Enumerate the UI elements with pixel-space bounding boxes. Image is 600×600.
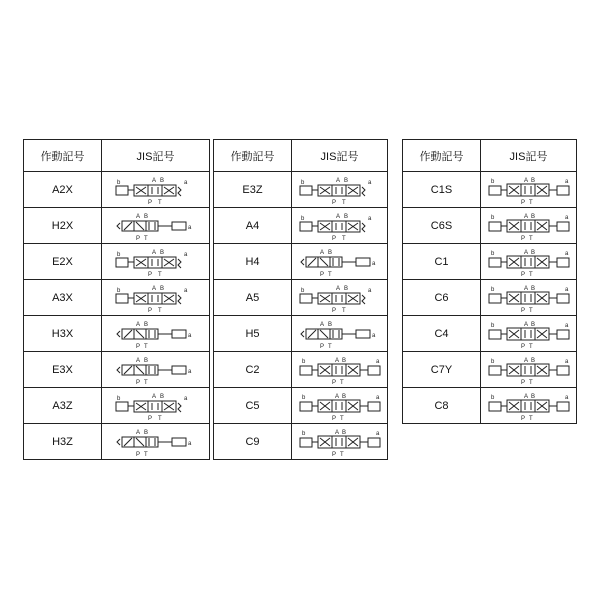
operation-code: C1 [403,244,481,280]
svg-text:P: P [331,307,336,313]
svg-text:P: P [147,199,152,205]
svg-text:b: b [490,286,494,293]
svg-text:b: b [490,214,494,221]
table-row [24,424,210,460]
svg-text:b: b [116,251,120,258]
table-row [403,208,577,244]
svg-text:b: b [300,179,304,186]
valve-symbol-icon [487,175,571,205]
svg-text:P: P [135,235,140,241]
svg-text:b: b [116,179,120,186]
svg-text:T: T [528,235,533,241]
valve-symbol-icon [114,247,198,277]
valve-symbol-icon [298,247,382,277]
table-row [24,172,210,208]
svg-text:b: b [301,394,305,401]
table-row [24,208,210,244]
operation-code: E2X [24,244,102,280]
svg-text:B: B [343,177,348,184]
svg-text:B: B [143,429,148,436]
svg-text:B: B [143,357,148,364]
svg-text:B: B [341,357,346,364]
svg-text:T: T [157,415,162,421]
svg-text:T: T [327,271,332,277]
svg-text:a: a [187,332,191,339]
svg-text:T: T [341,235,346,241]
table-row [403,316,577,352]
jis-symbol-cell [292,388,388,424]
operation-code: A4 [214,208,292,244]
valve-symbol-icon [114,355,198,385]
svg-text:P: P [520,235,525,241]
svg-text:a: a [187,224,191,231]
table-row [403,388,577,424]
operation-code: A3X [24,280,102,316]
operation-code: A5 [214,280,292,316]
svg-text:a: a [375,358,379,365]
svg-text:P: P [331,379,336,385]
svg-text:A: A [334,429,339,436]
valve-symbol-icon [298,355,382,385]
svg-text:A: A [334,393,339,400]
svg-text:P: P [135,451,140,457]
svg-text:B: B [341,429,346,436]
svg-text:B: B [143,321,148,328]
header-jis-symbol: JIS記号 [102,140,210,172]
jis-symbol-cell [481,208,577,244]
svg-text:a: a [564,322,568,329]
svg-text:A: A [319,249,324,256]
svg-text:T: T [157,271,162,277]
valve-symbol-icon [114,211,198,241]
svg-text:T: T [528,415,533,421]
valve-symbol-icon [114,391,198,421]
valve-symbol-icon [298,211,382,241]
svg-text:A: A [523,321,528,328]
operation-code: C6S [403,208,481,244]
svg-text:P: P [147,415,152,421]
table-row [403,244,577,280]
operation-code: C6 [403,280,481,316]
svg-text:a: a [183,395,187,402]
jis-symbol-cell [292,172,388,208]
svg-text:P: P [331,451,336,457]
svg-text:a: a [187,368,191,375]
operation-code: H5 [214,316,292,352]
operation-code: C5 [214,388,292,424]
jis-symbol-cell [481,280,577,316]
svg-text:P: P [331,199,336,205]
svg-text:T: T [528,379,533,385]
svg-text:T: T [143,379,148,385]
valve-symbol-icon [114,427,198,457]
operation-code: E3Z [214,172,292,208]
svg-text:A: A [523,177,528,184]
operation-table-2 [213,139,388,460]
svg-text:A: A [135,213,140,220]
svg-text:b: b [490,178,494,185]
operation-code: H4 [214,244,292,280]
svg-text:A: A [151,249,156,256]
svg-text:B: B [341,393,346,400]
svg-text:A: A [319,321,324,328]
jis-symbol-cell [481,352,577,388]
svg-text:A: A [523,285,528,292]
svg-text:a: a [371,260,375,267]
svg-text:b: b [301,430,305,437]
table-row [214,244,388,280]
table-row [214,424,388,460]
operation-code: C9 [214,424,292,460]
svg-text:P: P [319,343,324,349]
svg-text:T: T [157,199,162,205]
svg-text:A: A [151,285,156,292]
svg-text:T: T [341,199,346,205]
svg-text:A: A [523,393,528,400]
svg-text:P: P [520,415,525,421]
jis-symbol-cell [102,280,210,316]
svg-text:T: T [143,235,148,241]
svg-text:A: A [135,357,140,364]
svg-text:B: B [530,357,535,364]
jis-symbol-cell [481,388,577,424]
svg-text:A: A [523,213,528,220]
valve-symbol-icon [298,391,382,421]
table-row [24,316,210,352]
operation-code: H3Z [24,424,102,460]
svg-text:a: a [183,287,187,294]
svg-text:T: T [339,451,344,457]
table-row [403,280,577,316]
jis-symbol-cell [292,316,388,352]
operation-table-1 [23,139,210,460]
svg-text:A: A [334,357,339,364]
jis-symbol-cell [481,316,577,352]
svg-text:a: a [564,214,568,221]
svg-text:a: a [375,430,379,437]
svg-text:A: A [151,177,156,184]
svg-text:P: P [135,379,140,385]
valve-symbol-icon [487,283,571,313]
svg-text:B: B [530,393,535,400]
valve-symbol-icon [298,427,382,457]
operation-code: C2 [214,352,292,388]
header-op-code: 作動記号 [214,140,292,172]
jis-symbol-cell [102,172,210,208]
svg-text:a: a [367,287,371,294]
svg-text:T: T [528,199,533,205]
svg-text:P: P [331,415,336,421]
jis-symbol-cell [102,352,210,388]
table-row [24,388,210,424]
svg-text:B: B [343,285,348,292]
svg-text:T: T [528,307,533,313]
svg-text:B: B [159,285,164,292]
jis-symbol-cell [292,424,388,460]
svg-text:a: a [371,332,375,339]
table-row [24,352,210,388]
svg-text:P: P [520,199,525,205]
jis-symbol-cell [102,244,210,280]
valve-symbol-icon [487,391,571,421]
svg-text:B: B [530,177,535,184]
operation-code: H3X [24,316,102,352]
header-op-code: 作動記号 [24,140,102,172]
operation-code: C8 [403,388,481,424]
svg-text:a: a [564,178,568,185]
svg-text:P: P [147,307,152,313]
svg-text:A: A [335,213,340,220]
table-row [403,352,577,388]
svg-text:b: b [116,395,120,402]
svg-text:P: P [331,235,336,241]
svg-text:P: P [520,271,525,277]
svg-text:b: b [490,358,494,365]
svg-text:B: B [530,285,535,292]
svg-text:b: b [116,287,120,294]
svg-text:B: B [159,393,164,400]
svg-text:T: T [339,379,344,385]
svg-text:A: A [523,357,528,364]
svg-text:B: B [143,213,148,220]
jis-symbol-cell [292,208,388,244]
svg-text:T: T [341,307,346,313]
table-row [24,280,210,316]
jis-symbol-cell [102,208,210,244]
valve-symbol-icon [114,319,198,349]
operation-code: H2X [24,208,102,244]
svg-text:B: B [327,249,332,256]
jis-symbol-cell [102,424,210,460]
jis-symbol-cell [102,388,210,424]
jis-symbol-cell [481,244,577,280]
operation-code: C1S [403,172,481,208]
table-row [403,172,577,208]
svg-text:A: A [523,249,528,256]
header-op-code: 作動記号 [403,140,481,172]
table-row [214,280,388,316]
svg-text:b: b [490,322,494,329]
svg-text:T: T [528,343,533,349]
valve-symbol-icon [298,319,382,349]
svg-text:B: B [530,213,535,220]
svg-text:T: T [143,343,148,349]
valve-symbol-icon [298,175,382,205]
table-row [214,388,388,424]
svg-text:P: P [520,307,525,313]
svg-text:a: a [183,179,187,186]
table-row [214,172,388,208]
svg-text:a: a [367,215,371,222]
svg-text:a: a [187,440,191,447]
operation-table-3 [402,139,577,424]
svg-text:T: T [143,451,148,457]
svg-text:a: a [564,358,568,365]
valve-symbol-icon [298,283,382,313]
valve-symbol-icon [487,247,571,277]
svg-text:A: A [135,321,140,328]
operation-code: A3Z [24,388,102,424]
jis-symbol-cell [481,172,577,208]
svg-text:B: B [327,321,332,328]
jis-symbol-cell [292,244,388,280]
valve-symbol-icon [487,355,571,385]
svg-text:a: a [367,179,371,186]
table-row [214,208,388,244]
svg-text:a: a [564,286,568,293]
header-jis-symbol: JIS記号 [481,140,577,172]
svg-text:P: P [520,379,525,385]
svg-text:A: A [335,177,340,184]
svg-text:A: A [151,393,156,400]
table-row [214,352,388,388]
svg-text:P: P [135,343,140,349]
svg-text:A: A [135,429,140,436]
svg-text:P: P [520,343,525,349]
table-row [214,316,388,352]
operation-code: A2X [24,172,102,208]
jis-symbol-cell [102,316,210,352]
svg-text:T: T [528,271,533,277]
svg-text:T: T [157,307,162,313]
svg-text:a: a [564,250,568,257]
svg-text:a: a [375,394,379,401]
operation-code: E3X [24,352,102,388]
jis-symbol-cell [292,280,388,316]
svg-text:T: T [327,343,332,349]
valve-symbol-icon [114,283,198,313]
svg-text:b: b [300,287,304,294]
valve-symbol-icon [487,211,571,241]
svg-text:a: a [183,251,187,258]
operation-code: C4 [403,316,481,352]
svg-text:B: B [343,213,348,220]
svg-text:B: B [530,249,535,256]
jis-symbol-cell [292,352,388,388]
valve-symbol-icon [487,319,571,349]
svg-text:b: b [301,358,305,365]
header-jis-symbol: JIS記号 [292,140,388,172]
svg-text:b: b [300,215,304,222]
svg-text:a: a [564,394,568,401]
operation-code: C7Y [403,352,481,388]
svg-text:A: A [335,285,340,292]
svg-text:B: B [159,249,164,256]
svg-text:b: b [490,250,494,257]
svg-text:B: B [159,177,164,184]
svg-text:B: B [530,321,535,328]
table-row [24,244,210,280]
svg-text:P: P [319,271,324,277]
svg-text:b: b [490,394,494,401]
valve-symbol-icon [114,175,198,205]
svg-text:P: P [147,271,152,277]
svg-text:T: T [339,415,344,421]
